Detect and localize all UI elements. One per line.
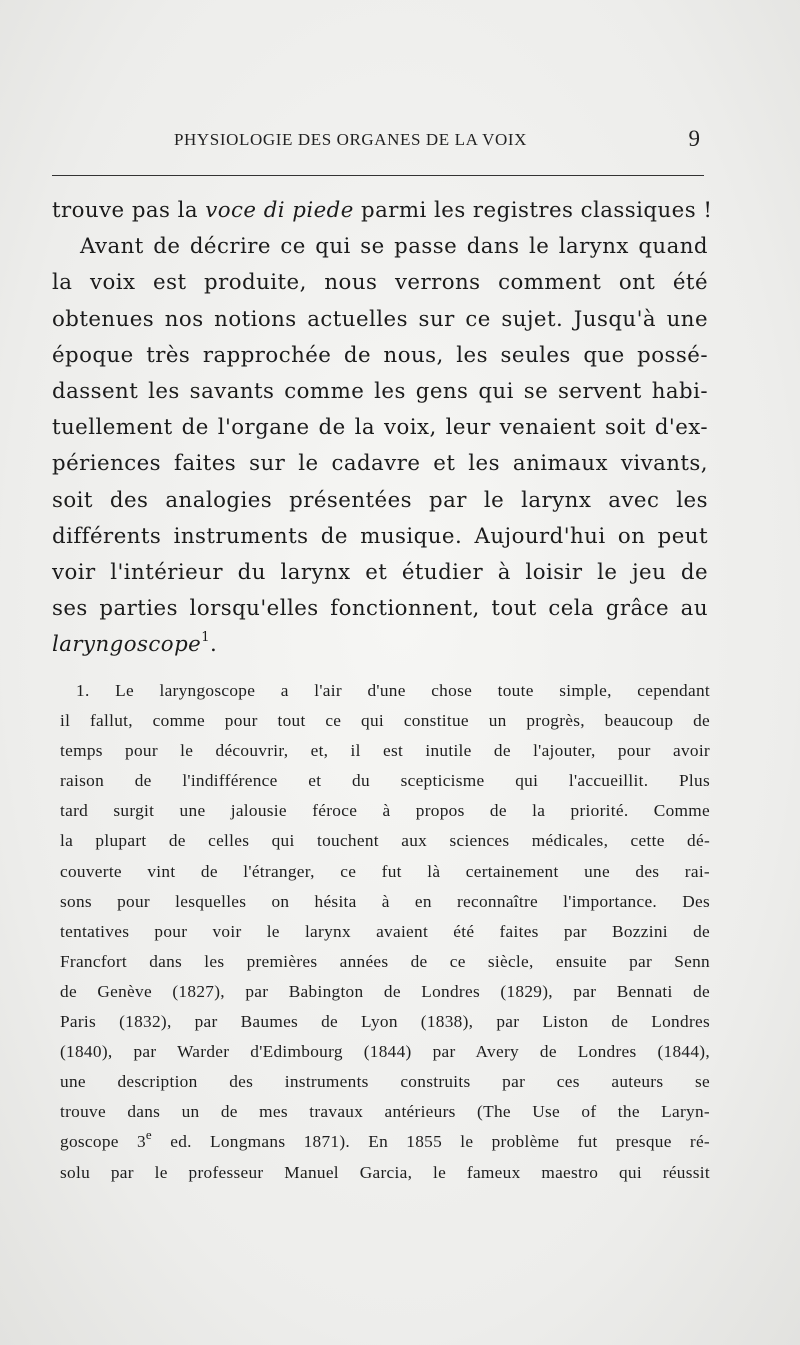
footnote-line: une description des instruments construits par ces auteurs se [60, 1072, 710, 1092]
text-segment: goscope 3 [60, 1132, 146, 1152]
italic-phrase: voce di piede [205, 198, 354, 223]
text-line: Avant de décrire ce qui se passe dans le larynx quand [80, 234, 708, 260]
page-number: 9 [688, 126, 700, 151]
footnote-line: raison de l'indifférence et du scepticisme qui l'accueillit. Plus [60, 771, 710, 791]
text-line: soit des analogies présentées par le larynx avec les [52, 487, 708, 513]
text-line: différents instruments de musique. Aujourd'hui on peut [52, 523, 708, 549]
italic-term: laryngoscope [52, 632, 202, 658]
footnote-line: de Genève (1827), par Babington de Londres (1829), par Bennati de [60, 981, 710, 1001]
text-line: dassent les savants comme les gens qui se servent habi- [52, 379, 708, 405]
footnote-line: couverte vint de l'étranger, ce fut là certainement une des rai- [60, 861, 710, 881]
footnote-line: solu par le professeur Manuel Garcia, le fameux maestro qui réussit [60, 1162, 710, 1182]
text-line: tuellement de l'organe de la voix, leur venaient soit d'ex- [52, 415, 708, 441]
running-header [52, 126, 702, 156]
footnote-line: 1. Le laryngoscope a l'air d'une chose toute simple, cependant [76, 681, 710, 700]
footnote-line: la plupart de celles qui touchent aux sciences médicales, cette dé- [60, 831, 710, 851]
text-segment: . [209, 632, 218, 658]
text-line [52, 627, 708, 663]
footnote-line [60, 1127, 710, 1157]
footnote-line: trouve dans un de mes travaux antérieurs (The Use of the Laryn- [60, 1102, 710, 1122]
text-segment: parmi les registres classiques ! [353, 198, 713, 223]
text-line [52, 193, 713, 229]
footnote [60, 676, 710, 1188]
text-line: ses parties lorsqu'elles fonctionnent, tout cela grâce au [52, 596, 708, 622]
text-line: époque très rapprochée de nous, les seules que possé- [52, 342, 708, 368]
footnote-line: (1840), par Warder d'Edimbourg (1844) par Avery de Londres (1844), [60, 1042, 710, 1062]
footnote-line: temps pour le découvrir, et, il est inutile de l'ajouter, pour avoir [60, 741, 710, 761]
footnote-line: tentatives pour voir le larynx avaient été faites par Bozzini de [60, 921, 710, 941]
text-segment: ed. Longmans 1871). En 1855 le problème fut presque ré- [151, 1132, 710, 1152]
text-line: voir l'intérieur du larynx et étudier à loisir le jeu de [52, 560, 708, 586]
header-rule [52, 175, 704, 176]
footnote-line: il fallut, comme pour tout ce qui constitue un progrès, beaucoup de [60, 711, 710, 731]
superscript: e [145, 1126, 152, 1142]
footnote-line: tard surgit une jalousie féroce à propos de la priorité. Comme [60, 801, 710, 821]
text-line: périences faites sur le cadavre et les animaux vivants, [52, 451, 708, 477]
footnote-line: Francfort dans les premières années de ce siècle, ensuite par Senn [60, 951, 710, 971]
text-line: la voix est produite, nous verrons comment ont été [52, 270, 708, 296]
text-segment: trouve pas la [52, 198, 206, 223]
footnote-line: sons pour lesquelles on hésita à en reconnaître l'importance. Des [60, 891, 710, 911]
footnote-line: Paris (1832), par Baumes de Lyon (1838), par Liston de Londres [60, 1012, 710, 1032]
running-title: PHYSIOLOGIE DES ORGANES DE LA VOIX [174, 130, 528, 149]
footnote-marker: 1 [201, 630, 210, 646]
text-line: obtenues nos notions actuelles sur ce sujet. Jusqu'à une [52, 306, 708, 332]
main-paragraph [52, 193, 713, 664]
